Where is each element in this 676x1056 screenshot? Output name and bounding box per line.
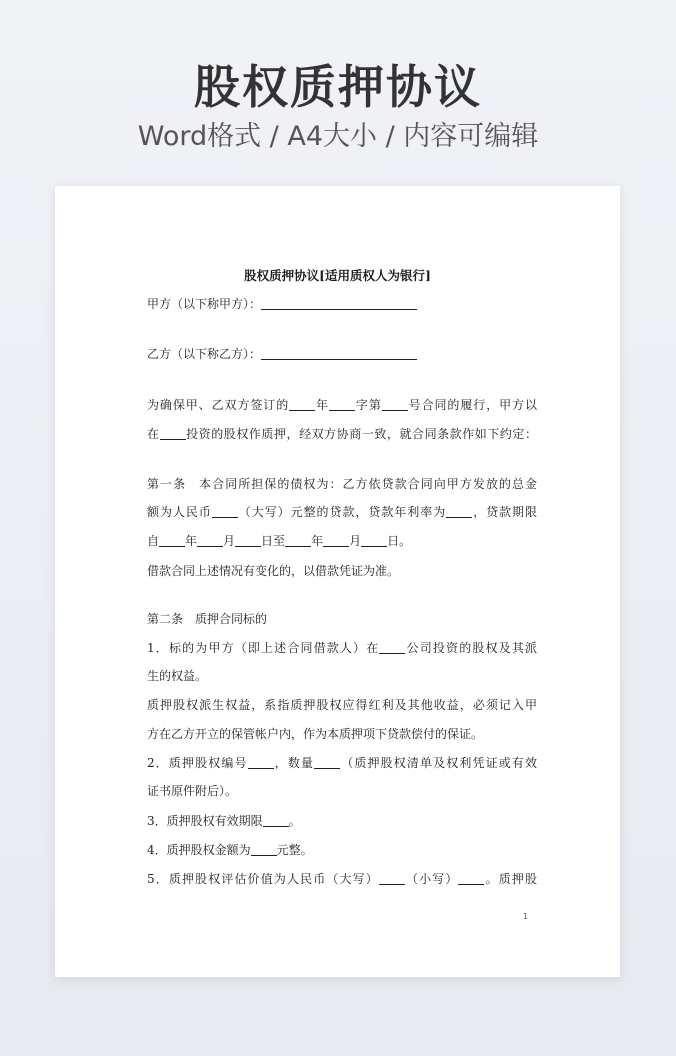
preamble-line-1 <box>147 397 537 413</box>
end-year-blank[interactable] <box>285 534 311 547</box>
article1-text: ，贷款期限 <box>472 505 537 519</box>
party-a-label: 甲方（以下称甲方）： <box>147 297 262 311</box>
start-day-blank[interactable] <box>235 534 261 547</box>
article2-para-line-2: 方在乙方开立的保管帐户内，作为本质押项下贷款偿付的保证。 <box>147 727 484 741</box>
validity-period-blank[interactable] <box>263 814 289 827</box>
article2-text: （质押股权清单及权利凭证或有效 <box>340 756 537 770</box>
start-year-blank[interactable] <box>159 534 185 547</box>
preamble-line-2 <box>147 426 537 442</box>
article2-text: 。质押股 <box>484 872 537 886</box>
equity-amount-blank[interactable] <box>251 843 277 856</box>
article2-text: 元整。 <box>276 843 313 857</box>
article1-line-2 <box>147 504 537 520</box>
value-lowercase-blank[interactable] <box>458 872 484 885</box>
end-month-blank[interactable] <box>323 534 349 547</box>
article1-line-3 <box>147 533 537 549</box>
start-month-blank[interactable] <box>197 534 223 547</box>
article2-item1-line-2: 生的权益。 <box>147 669 208 683</box>
end-day-blank[interactable] <box>361 534 387 547</box>
article2-text: ，数量 <box>273 756 315 770</box>
preamble-text: 为确保甲、乙双方签订的 <box>147 398 290 412</box>
page-number: 1 <box>523 912 529 921</box>
article1-text: 自 <box>147 534 160 548</box>
contract-number-blank[interactable] <box>382 398 408 411</box>
document-title: 股权质押协议[适用质权人为银行] <box>244 268 431 283</box>
preamble-text: 号合同的履行，甲方以 <box>407 398 537 412</box>
article2-heading: 第二条 质押合同标的 <box>147 612 268 626</box>
article1-text: （大写）元整的贷款，贷款年利率为 <box>237 505 447 519</box>
equity-quantity-blank[interactable] <box>314 756 340 769</box>
preamble-text: 在 <box>147 427 160 441</box>
article1-text: 年 <box>185 534 198 548</box>
article2-item3 <box>147 813 537 829</box>
article1-text: 日至 <box>261 534 286 548</box>
party-b-label: 乙方（以下称乙方）： <box>147 347 262 361</box>
value-uppercase-blank[interactable] <box>379 872 405 885</box>
article2-para-line-1: 质押股权派生权益，系指质押股权应得红利及其他收益，必须记入甲 <box>147 698 537 712</box>
invested-company-blank[interactable] <box>160 427 186 440</box>
article2-item2-line-1 <box>147 755 537 771</box>
article1-text: 年 <box>311 534 324 548</box>
article1-line-4: 借款合同上述情况有变化的，以借款凭证为准。 <box>147 564 400 578</box>
article2-item2-line-2: 证书原件附后）。 <box>147 784 238 798</box>
party-b-line <box>147 346 537 362</box>
preamble-text: 年 <box>315 398 329 412</box>
article2-text: 5．质押股权评估价值为人民币（大写） <box>147 872 379 886</box>
party-a-line <box>147 296 537 312</box>
preamble-text: 字第 <box>354 398 382 412</box>
party-a-blank[interactable] <box>261 297 417 310</box>
article2-text: （小写） <box>404 872 459 886</box>
equity-number-blank[interactable] <box>248 756 274 769</box>
article2-text: 公司投资的股权及其派 <box>405 641 537 655</box>
article1-text: 日。 <box>387 534 412 548</box>
contract-word-blank[interactable] <box>329 398 355 411</box>
article2-item1-line-1 <box>147 640 537 656</box>
banner-subtitle: Word格式 / A4大小 / 内容可编辑 <box>137 121 539 152</box>
document-page <box>55 186 620 977</box>
article2-item4 <box>147 842 537 858</box>
article2-text: 3．质押股权有效期限 <box>147 814 263 828</box>
article2-text: 。 <box>288 814 301 828</box>
loan-amount-blank[interactable] <box>212 505 238 518</box>
contract-year-blank[interactable] <box>289 398 315 411</box>
article2-text: 2．质押股权编号 <box>147 756 248 770</box>
article1-text: 额为人民币 <box>147 505 212 519</box>
article2-text: 1．标的为甲方（即上述合同借款人）在 <box>147 641 380 655</box>
company-name-blank[interactable] <box>379 641 405 654</box>
article2-item5 <box>147 871 537 887</box>
preamble-text: 投资的股权作质押，经双方协商一致，就合同条款作如下约定： <box>185 427 537 441</box>
article1-text: 月 <box>223 534 236 548</box>
interest-rate-blank[interactable] <box>446 505 472 518</box>
banner-title: 股权质押协议 <box>194 60 482 114</box>
article1-text: 月 <box>349 534 362 548</box>
party-b-blank[interactable] <box>261 347 417 360</box>
article2-text: 4．质押股权金额为 <box>147 843 251 857</box>
article1-line-1: 第一条 本合同所担保的债权为：乙方依贷款合同向甲方发放的总金 <box>147 477 537 491</box>
